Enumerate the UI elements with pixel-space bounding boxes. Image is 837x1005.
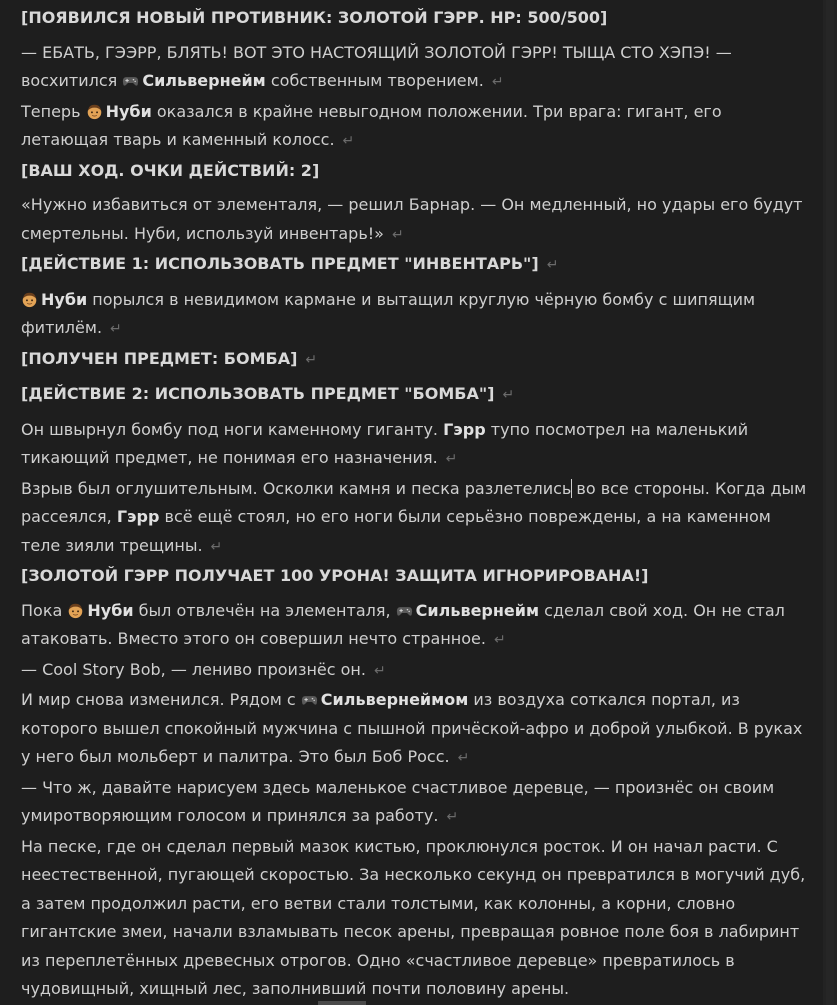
return-arrow-icon: ↵	[491, 74, 504, 90]
paragraph-text: И мир снова изменился. Рядом с	[21, 690, 301, 709]
mention-name: Нуби	[105, 101, 152, 121]
character-name: Гэрр	[116, 507, 160, 526]
paragraph-text: — Что ж, давайте нарисуем здесь маленькое счастливое деревце, — произнёс он своим умиротворяющим голосом и принялся за работу.	[21, 777, 775, 825]
return-arrow-icon: ↵	[110, 321, 122, 337]
return-arrow-icon: ↵	[446, 809, 459, 825]
mention-name: Сильвернеймом	[320, 690, 469, 709]
return-arrow-icon: ↵	[373, 662, 386, 679]
system-message	[21, 562, 812, 591]
gm-mention	[122, 71, 265, 90]
paragraph-text: [ДЕЙСТВИЕ 1: ИСПОЛЬЗОВАТЬ ПРЕДМЕТ "ИНВЕНТАРЬ"]	[21, 254, 539, 273]
return-arrow-icon: ↵	[457, 750, 470, 766]
gm-mention	[396, 601, 539, 620]
paragraph-text: оказался в крайне невыгодном положении. Три врага: гигант, его летающая тварь и каменный колосс.	[21, 101, 722, 149]
gamepad-emoji-icon	[122, 72, 139, 89]
return-arrow-icon: ↵	[342, 133, 355, 149]
gamepad-emoji-icon	[396, 602, 413, 619]
mention-name: Нуби	[87, 600, 134, 620]
character-name: Гэрр	[443, 419, 486, 439]
mention-name: Сильвернейм	[415, 600, 540, 620]
mention-name: Сильвернейм	[142, 71, 266, 90]
paragraph-text: Теперь	[21, 101, 86, 121]
paragraph-text: [ВАШ ХОД. ОЧКИ ДЕЙСТВИЙ: 2]	[21, 160, 320, 180]
scrollbar-thumb[interactable]	[826, 0, 834, 1005]
story-paragraph	[21, 774, 812, 832]
story-paragraph	[21, 39, 812, 97]
system-message	[21, 157, 812, 186]
player-mention	[67, 601, 133, 620]
face-emoji-icon	[67, 602, 84, 619]
paragraph-text: из воздуха соткался портал, из которого вышел спокойный мужчина с пышной причёской-афро и доброй улыбкой. В руках у него был мольберт и палитра. Это был Боб Росс.	[21, 690, 803, 766]
story-paragraph	[21, 656, 812, 686]
paragraph-text: Взрыв был оглушительным. Осколки камня и песка разлетелись	[21, 478, 572, 498]
return-arrow-icon: ↵	[445, 451, 458, 467]
system-message	[21, 4, 812, 33]
gamepad-emoji-icon	[301, 691, 318, 708]
player-mention	[21, 290, 87, 309]
paragraph-text: всё ещё стоял, но его ноги были серьёзно повреждены, а на каменном теле зияли трещины.	[21, 507, 771, 555]
return-arrow-icon: ↵	[493, 632, 506, 648]
player-mention	[86, 102, 152, 121]
horizontal-scroll-thumb[interactable]	[318, 1001, 366, 1005]
paragraph-text: «Нужно избавиться от элементаля, — решил Барнар. — Он медленный, но удары его будут смертельны. Нуби, используй инвентарь!»	[21, 195, 803, 243]
story-paragraph	[21, 597, 812, 655]
paragraph-text: [ДЕЙСТВИЕ 2: ИСПОЛЬЗОВАТЬ ПРЕДМЕТ "БОМБА"]	[21, 384, 495, 403]
story-paragraph	[21, 191, 812, 249]
paragraph-text: — Cool Story Bob, — лениво произнёс он.	[21, 659, 366, 679]
paragraph-text: тупо посмотрел на маленький тикающий предмет, не понимая его назначения.	[21, 419, 749, 467]
story-paragraph	[21, 475, 812, 562]
story-paragraph	[21, 833, 812, 1004]
paragraph-text: во все стороны. Когда дым рассеялся,	[21, 478, 807, 526]
story-paragraph	[21, 686, 812, 773]
face-emoji-icon	[86, 103, 103, 120]
story-paragraph	[21, 98, 812, 156]
system-message	[21, 380, 812, 410]
paragraph-text: На песке, где он сделал первый мазок кистью, проклюнулся росток. И он начал расти. С неестественной, пугающей скоростью. За несколько секунд он превратился в могучий дуб, а затем продолжил расти, его ветви стали толстыми, как колонны, а корни, словно гигантские змеи, начали взламывать песок арены, превращая ровное поле боя в лабиринт из переплетённых древесных отрогов. Одно «счастливое деревце» превратилось в чудовищный, хищный лес, заполнивший почти половину арены.	[21, 836, 806, 998]
paragraph-text: [ЗОЛОТОЙ ГЭРР ПОЛУЧАЕТ 100 УРОНА! ЗАЩИТА ИГНОРИРОВАНА!]	[21, 566, 649, 585]
paragraph-text: был отвлечён на элементаля,	[133, 600, 396, 620]
return-arrow-icon: ↵	[502, 387, 515, 403]
return-arrow-icon: ↵	[305, 351, 318, 368]
system-message	[21, 345, 812, 375]
paragraph-text: — ЕБАТЬ, ГЭЭРР, БЛЯТЬ! ВОТ ЭТО НАСТОЯЩИЙ ЗОЛОТОЙ ГЭРР! ТЫЩА СТО ХЭПЭ! — восхитился	[21, 42, 732, 90]
paragraph-text: сделал свой ход. Он не стал атаковать. Вместо этого он совершил нечто странное.	[21, 600, 785, 648]
paragraph-text: [ПОЯВИЛСЯ НОВЫЙ ПРОТИВНИК: ЗОЛОТОЙ ГЭРР. HP: 500/500]	[21, 8, 608, 27]
paragraph-text: Он швырнул бомбу под ноги каменному гиганту.	[21, 419, 444, 439]
paragraph-text: Пока	[21, 600, 68, 620]
paragraph-text: собственным творением.	[265, 71, 484, 90]
paragraph-text: порылся в невидимом кармане и вытащил круглую чёрную бомбу с шипящим фитилём.	[21, 289, 756, 337]
return-arrow-icon: ↵	[546, 257, 559, 273]
mention-name: Нуби	[41, 289, 88, 309]
system-message	[21, 250, 812, 280]
vertical-scrollbar[interactable]	[823, 0, 837, 1005]
story-paragraph	[21, 286, 812, 344]
face-emoji-icon	[21, 291, 38, 308]
paragraph-text: [ПОЛУЧЕН ПРЕДМЕТ: БОМБА]	[21, 348, 298, 368]
story-paragraph	[21, 416, 812, 474]
return-arrow-icon: ↵	[391, 226, 404, 243]
return-arrow-icon: ↵	[210, 538, 223, 555]
gm-mention	[301, 690, 468, 709]
